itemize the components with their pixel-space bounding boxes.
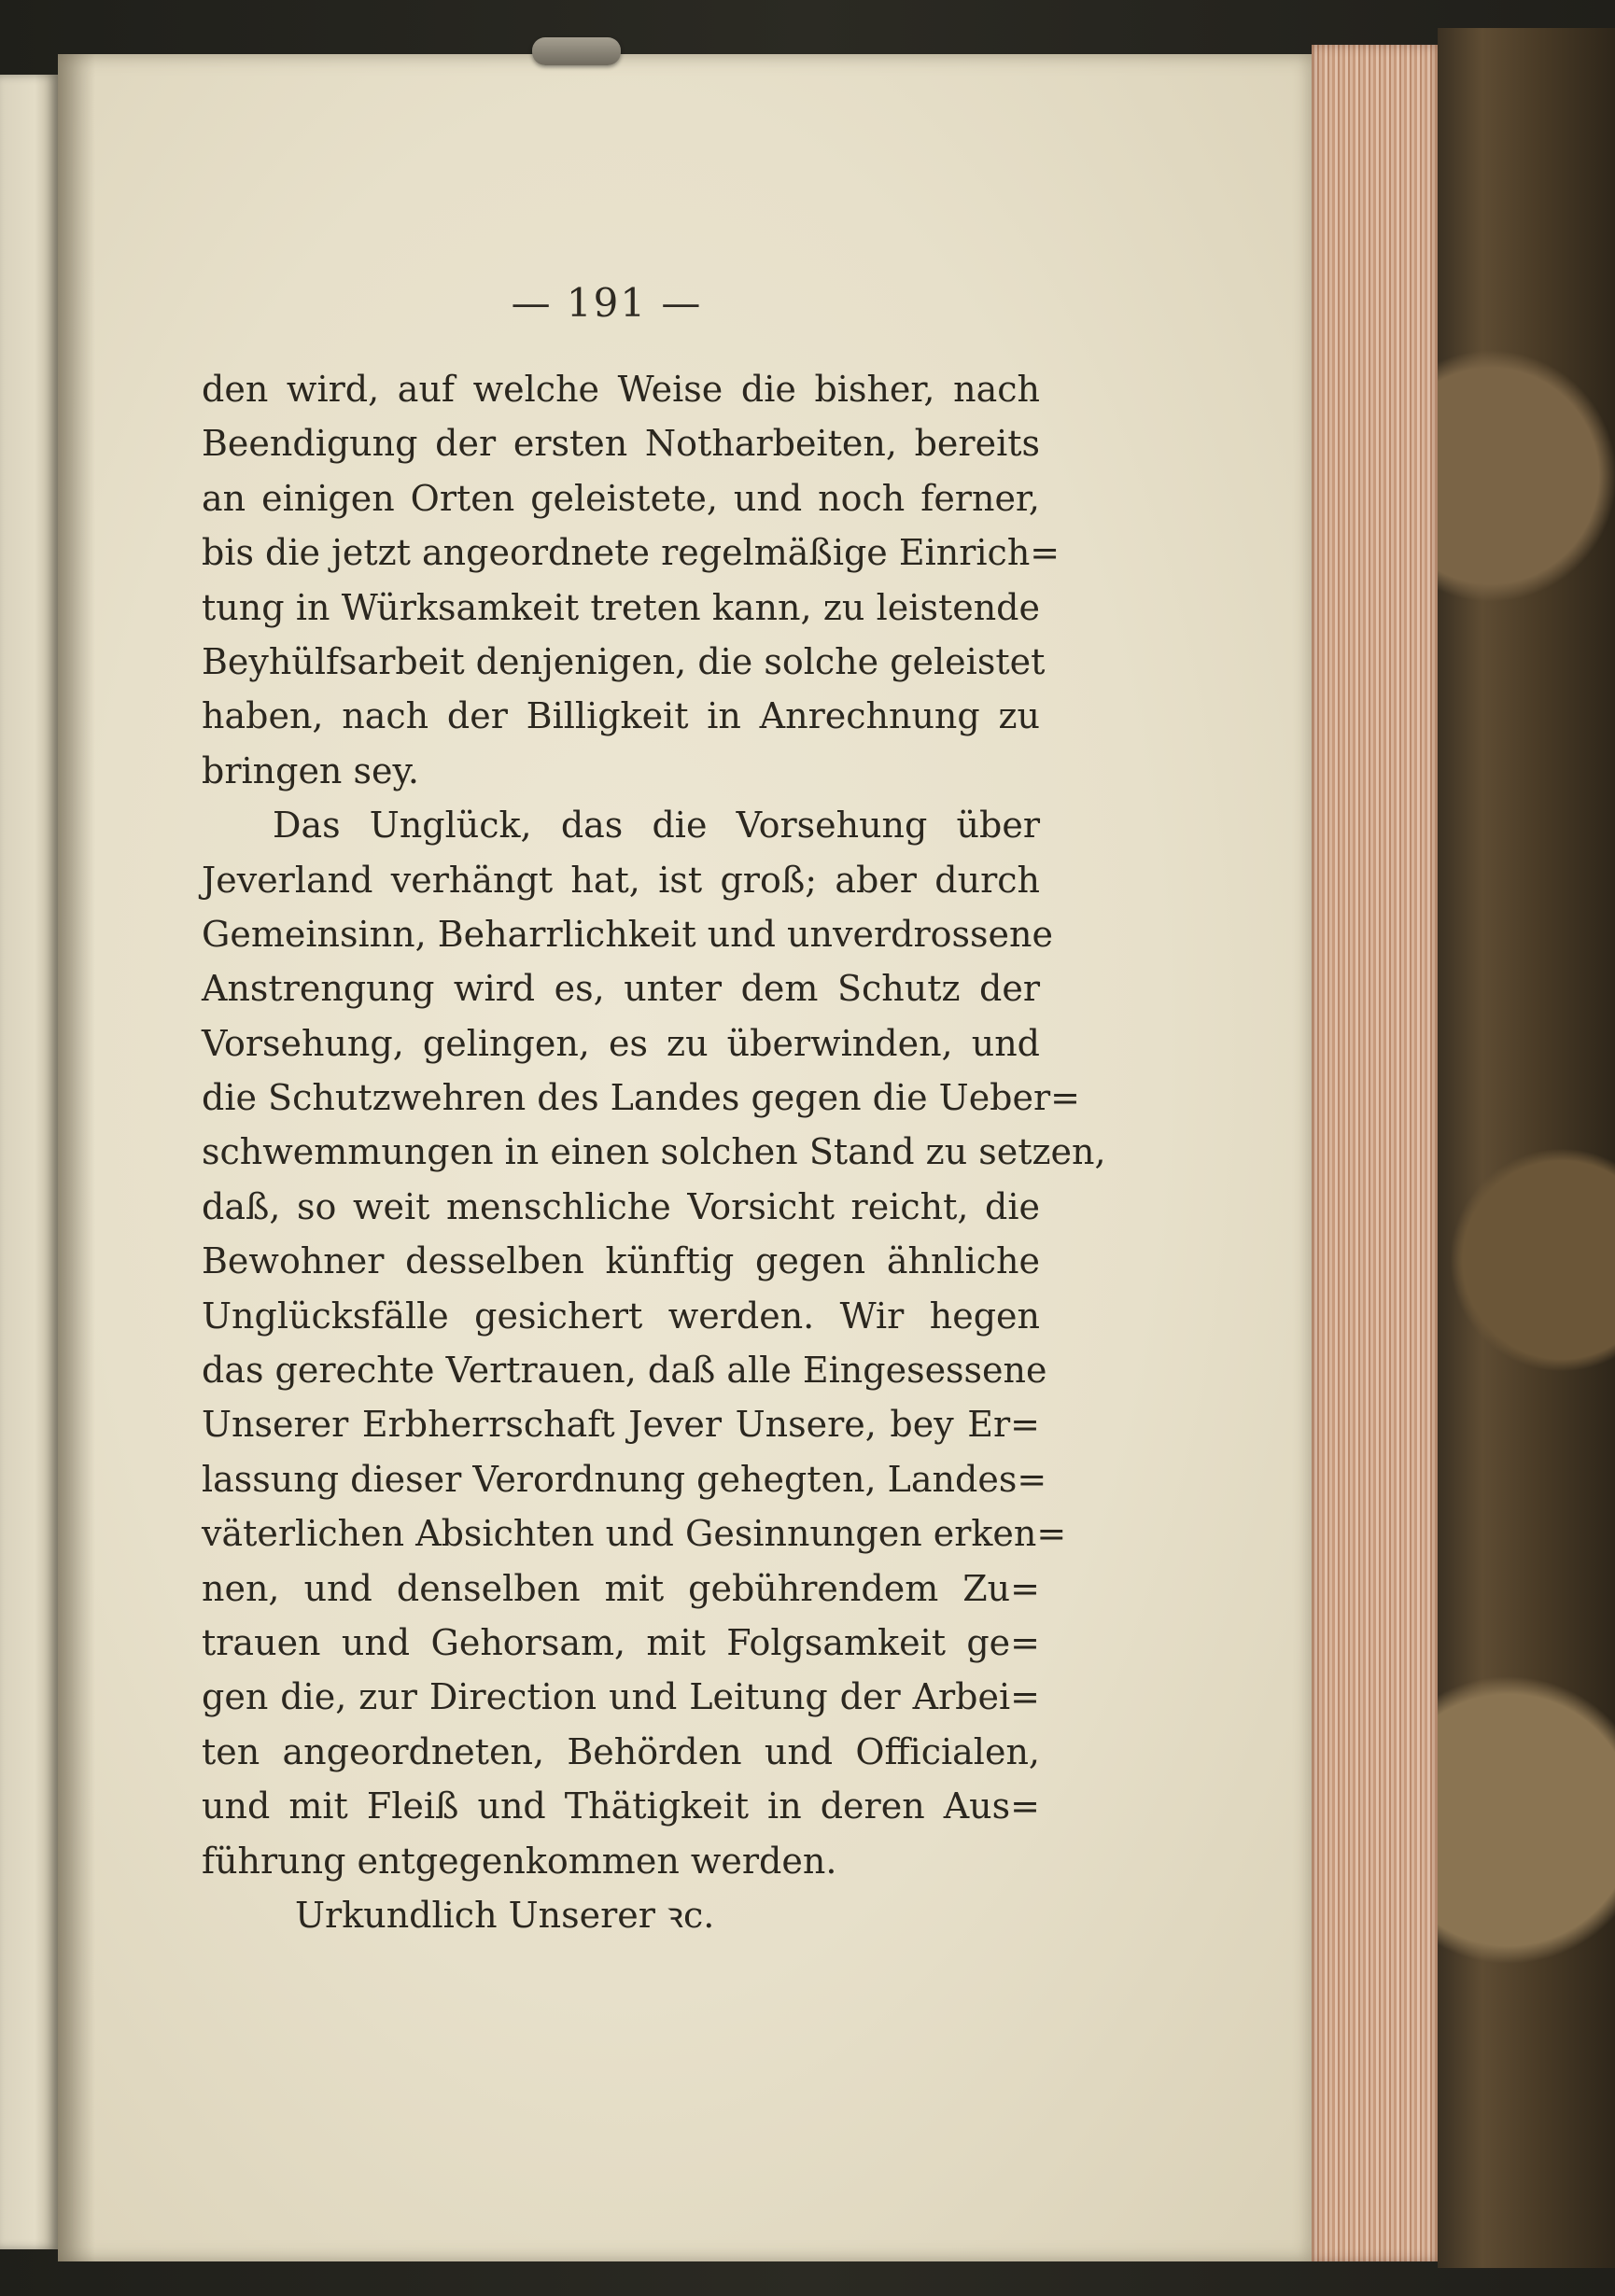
text-line: die Schutzwehren des Landes gegen die Ueber= <box>202 1077 1081 1119</box>
marbled-cover <box>1438 28 1615 2268</box>
text-line: ten angeordneten, Behörden und Officialen, <box>202 1730 1040 1772</box>
text-line: gen die, zur Direction und Leitung der Arbei= <box>202 1676 1040 1718</box>
text-line: nen, und denselben mit gebührendem Zu= <box>202 1567 1040 1609</box>
text-line: Vorsehung, gelingen, es zu überwinden, und <box>202 1022 1040 1064</box>
text-line: Beyhülfsarbeit denjenigen, die solche geleistet <box>202 640 1046 682</box>
closing-line: Urkundlich Unserer ꝛc. <box>295 1894 715 1936</box>
page-number: — 191 — <box>511 280 703 326</box>
text-line: das gerechte Vertrauen, daß alle Eingesessene <box>202 1350 1047 1392</box>
text-line: und mit Fleiß und Thätigkeit in deren Aus= <box>202 1785 1040 1827</box>
text-line: daß, so weit menschliche Vorsicht reicht, die <box>202 1185 1040 1227</box>
text-line: den wird, auf welche Weise die bisher, nach <box>202 369 1040 410</box>
paragraph-start: Das Unglück, das die Vorsehung über <box>273 805 1040 847</box>
text-line: Unserer Erbherrschaft Jever Unsere, bey Er= <box>202 1404 1040 1446</box>
page-gutter-shadow <box>58 54 95 2261</box>
text-line: tung in Würksamkeit treten kann, zu leistende <box>202 586 1040 628</box>
text-line: haben, nach der Billigkeit in Anrechnung zu <box>202 695 1040 737</box>
text-line: führung entgegenkommen werden. <box>202 1840 837 1882</box>
text-line: bis die jetzt angeordnete regelmäßige Einrich= <box>202 532 1060 574</box>
text-line: Beendigung der ersten Notharbeiten, bereits <box>202 423 1040 465</box>
text-line: an einigen Orten geleistete, und noch ferner, <box>202 477 1040 519</box>
text-line: schwemmungen in einen solchen Stand zu setzen, <box>202 1131 1106 1173</box>
text-line: Anstrengung wird es, unter dem Schutz der <box>202 968 1040 1010</box>
page-text <box>202 362 1106 1942</box>
previous-page-edge <box>0 75 58 2249</box>
text-line: Jeverland verhängt hat, ist groß; aber durch <box>202 859 1040 901</box>
text-line: bringen sey. <box>202 749 419 791</box>
text-line: Gemeinsinn, Beharrlichkeit und unverdrossene <box>202 913 1053 955</box>
text-line: väterlichen Absichten und Gesinnungen erken= <box>202 1513 1067 1555</box>
page-block-edges <box>1312 45 1438 2261</box>
text-line: trauen und Gehorsam, mit Folgsamkeit ge= <box>202 1621 1040 1663</box>
text-line: Unglücksfälle gesichert werden. Wir hegen <box>202 1295 1040 1337</box>
text-line: Bewohner desselben künftig gegen ähnliche <box>202 1240 1040 1282</box>
bookmark-tab <box>532 37 621 65</box>
text-line: lassung dieser Verordnung gehegten, Landes= <box>202 1458 1047 1500</box>
